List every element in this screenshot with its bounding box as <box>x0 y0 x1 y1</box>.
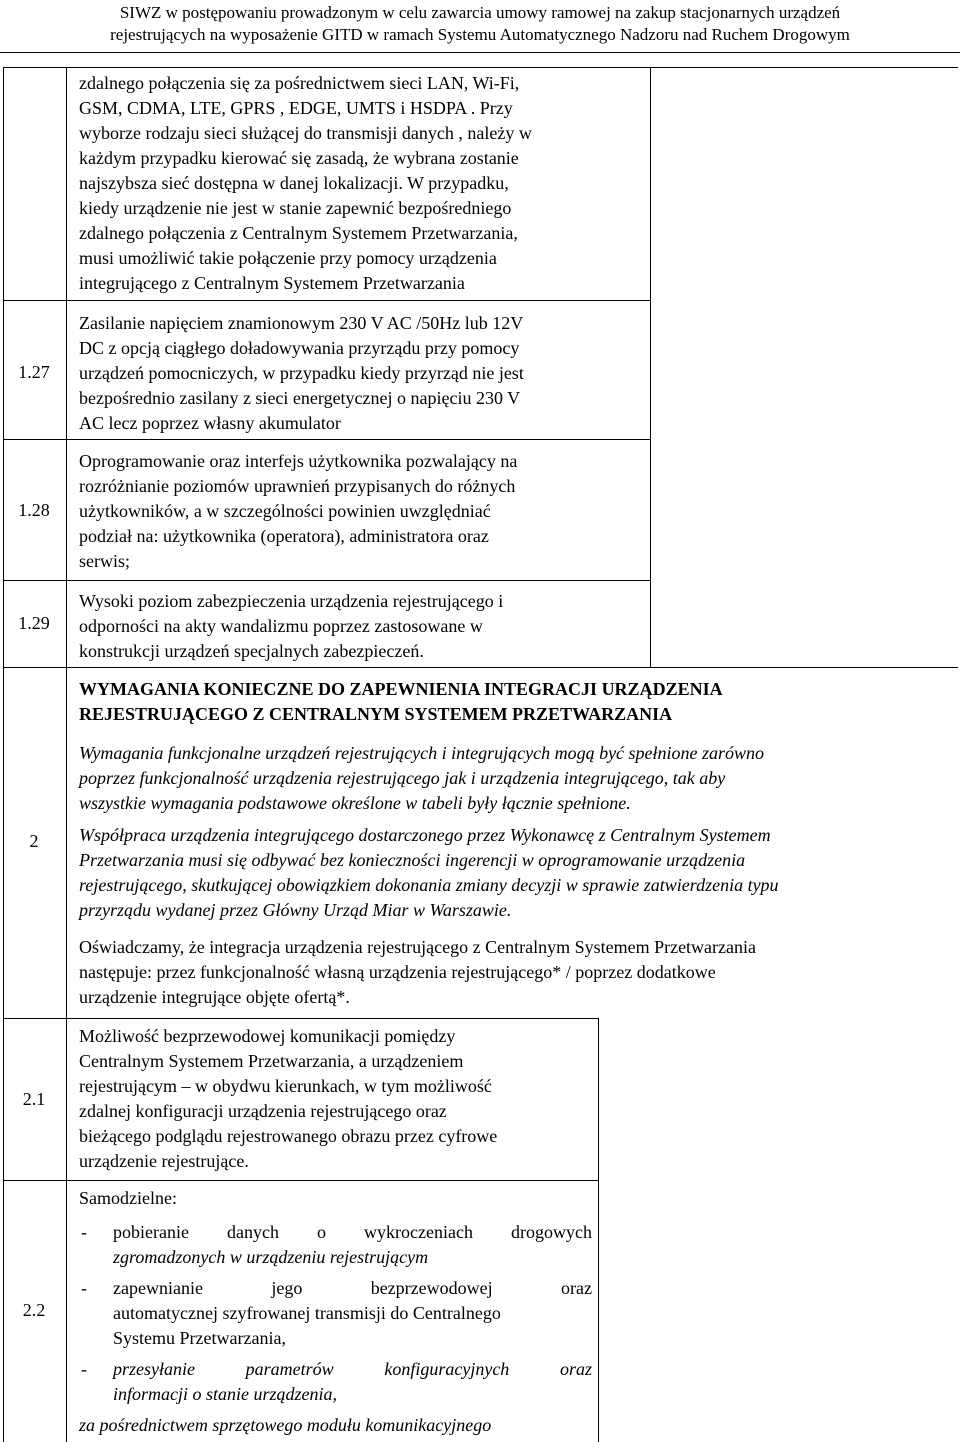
row-2-1-text <box>79 1024 497 1174</box>
text-line: Oświadczamy, że integracja urządzenia rejestrującego z Centralnym Systemem Przetwarzania <box>79 937 757 957</box>
text-line: Przetwarzania musi się odbywać bez konieczności ingerencji w oprogramowanie urządzenia <box>79 850 746 870</box>
text-line: urządzeń pomocniczych, w przypadku kiedy przyrząd nie jest <box>79 363 524 383</box>
row-divider <box>3 67 958 68</box>
row-1-27-text <box>79 311 524 436</box>
row-divider <box>66 1018 598 1019</box>
text-line: urządzenie rejestrujące. <box>79 1151 249 1171</box>
section-heading: REJESTRUJĄCEGO Z CENTRALNYM SYSTEMEM PRZETWARZANIA <box>79 704 673 724</box>
table-border-right-upper <box>650 67 651 667</box>
text-line: następuje: przez funkcjonalność własną urządzenia rejestrującego* / poprzez dodatkowe <box>79 962 716 982</box>
table-border-right-lower <box>598 1018 599 1442</box>
row-number: 2.1 <box>22 1089 46 1109</box>
text-line: Wysoki poziom zabezpieczenia urządzenia rejestrującego i <box>79 591 504 611</box>
text-line: Wymagania funkcjonalne urządzeń rejestrujących i integrujących mogą być spełnione zarówno <box>79 743 765 763</box>
bullet-item <box>79 1220 592 1270</box>
header-rule <box>0 52 960 53</box>
row-divider <box>3 1180 598 1181</box>
text-line: wszystkie wymagania podstawowe określone w tabeli były łącznie spełnione. <box>79 793 631 813</box>
table-border-col <box>66 67 67 1442</box>
intro-text: Samodzielne: <box>79 1188 177 1208</box>
text-line: każdym przypadku kierować się zasadą, że wybrana zostanie <box>79 148 519 168</box>
table-border-left <box>3 67 4 1442</box>
row-divider <box>3 667 958 668</box>
row-divider <box>3 1018 66 1019</box>
paragraph-functional-requirements <box>79 741 939 816</box>
text-line: Zasilanie napięciem znamionowym 230 V AC /50Hz lub 12V <box>79 313 524 333</box>
row-divider <box>3 300 650 301</box>
text-line: rejestrującym – w obydwu kierunkach, w tym możliwość <box>79 1076 492 1096</box>
header-line-2: rejestrujących na wyposażenie GITD w ramach Systemu Automatycznego Nadzoru nad Ruchem Drogowym <box>110 25 850 44</box>
text-line: zdalnego połączenia się za pośrednictwem sieci LAN, Wi-Fi, <box>79 73 520 93</box>
dash-bullet: - <box>81 1222 87 1242</box>
text-line: odporności na akty wandalizmu poprzez zastosowane w <box>79 616 483 636</box>
text-line: kiedy urządzenie nie jest w stanie zapewnić bezpośredniego <box>79 198 512 218</box>
text-line: integrującego z Centralnym Systemem Przetwarzania <box>79 273 465 293</box>
text-line: musi umożliwić takie połączenie przy pomocy urządzenia <box>79 248 497 268</box>
text-line: najszybsza sieć dostępna w danej lokalizacji. W przypadku, <box>79 173 509 193</box>
text-line: zapewnianie jego bezprzewodowej oraz <box>113 1278 592 1298</box>
row-number: 2.2 <box>22 1300 46 1320</box>
dash-bullet: - <box>81 1278 87 1298</box>
text-line: AC lecz poprzez własny akumulator <box>79 413 341 433</box>
text-line: automatycznej szyfrowanej transmisji do Centralnego <box>113 1303 501 1323</box>
text-line: zdalnej konfiguracji urządzenia rejestrującego oraz <box>79 1101 447 1121</box>
row-number: 1.28 <box>18 500 50 520</box>
text-line: GSM, CDMA, LTE, GPRS , EDGE, UMTS i HSDPA . Przy <box>79 98 513 118</box>
text-line: użytkowników, a w szczególności powinien uwzględniać <box>79 501 491 521</box>
text-line: rozróżnianie poziomów uprawnień przypisanych do różnych <box>79 476 516 496</box>
dash-bullet: - <box>81 1359 87 1379</box>
text-line: bieżącego podglądu rejestrowanego obrazu przez cyfrowe <box>79 1126 498 1146</box>
text-line: przesyłanie parametrów konfiguracyjnych oraz <box>113 1359 592 1379</box>
row-divider <box>3 439 650 440</box>
text-line: informacji o stanie urządzenia, <box>113 1384 337 1404</box>
text-line: przyrządu wydanej przez Główny Urząd Miar w Warszawie. <box>79 900 512 920</box>
text-line: wyborze rodzaju sieci służącej do transmisji danych , należy w <box>79 123 532 143</box>
text-line: rejestrującego, skutkującej obowiązkiem dokonania zmiany decyzji w sprawie zatwierdzenia typu <box>79 875 779 895</box>
text-line: podział na: użytkownika (operatora), administratora oraz <box>79 526 489 546</box>
text-line: serwis; <box>79 551 130 571</box>
paragraph-cooperation <box>79 823 939 923</box>
text-line: Współpraca urządzenia integrującego dostarczonego przez Wykonawcę z Centralnym Systemem <box>79 825 771 845</box>
footer-text: za pośrednictwem sprzętowego modułu komunikacyjnego <box>79 1415 492 1435</box>
bullet-item <box>79 1276 592 1351</box>
row-divider <box>3 580 650 581</box>
text-line: konstrukcji urządzeń specjalnych zabezpieczeń. <box>79 641 424 661</box>
section-heading: WYMAGANIA KONIECZNE DO ZAPEWNIENIA INTEGRACJI URZĄDZENIA <box>79 679 723 699</box>
row-1-28-text <box>79 449 517 574</box>
text-line: Możliwość bezprzewodowej komunikacji pomiędzy <box>79 1026 456 1046</box>
paragraph-declaration <box>79 935 939 1010</box>
text-line: zgromadzonych w urządzeniu rejestrującym <box>113 1247 429 1267</box>
text-line: Centralnym Systemem Przetwarzania, a urządzeniem <box>79 1051 464 1071</box>
row-1-26-text <box>79 71 532 296</box>
text-line: DC z opcją ciągłego doładowywania przyrządu przy pomocy <box>79 338 520 358</box>
header-line-1: SIWZ w postępowaniu prowadzonym w celu zawarcia umowy ramowej na zakup stacjonarnych urządzeń <box>119 3 841 22</box>
text-line: urządzenie integrujące objęte ofertą*. <box>79 987 350 1007</box>
row-1-29-text <box>79 589 503 664</box>
text-line: Systemu Przetwarzania, <box>113 1328 286 1348</box>
text-line: pobieranie danych o wykroczeniach drogowych <box>113 1222 592 1242</box>
row-number: 1.29 <box>18 613 50 633</box>
row-2-2-content <box>79 1186 592 1438</box>
bullet-item <box>79 1357 592 1407</box>
text-line: bezpośrednio zasilany z sieci energetycznej o napięciu 230 V <box>79 388 521 408</box>
row-number: 2 <box>29 831 39 851</box>
text-line: zdalnego połączenia z Centralnym Systemem Przetwarzania, <box>79 223 518 243</box>
row-number: 1.27 <box>18 362 50 382</box>
text-line: Oprogramowanie oraz interfejs użytkownika pozwalający na <box>79 451 518 471</box>
row-2-content <box>79 677 939 1010</box>
text-line: poprzez funkcjonalność urządzenia rejestrującego jak i urządzenia integrującego, tak aby <box>79 768 726 788</box>
